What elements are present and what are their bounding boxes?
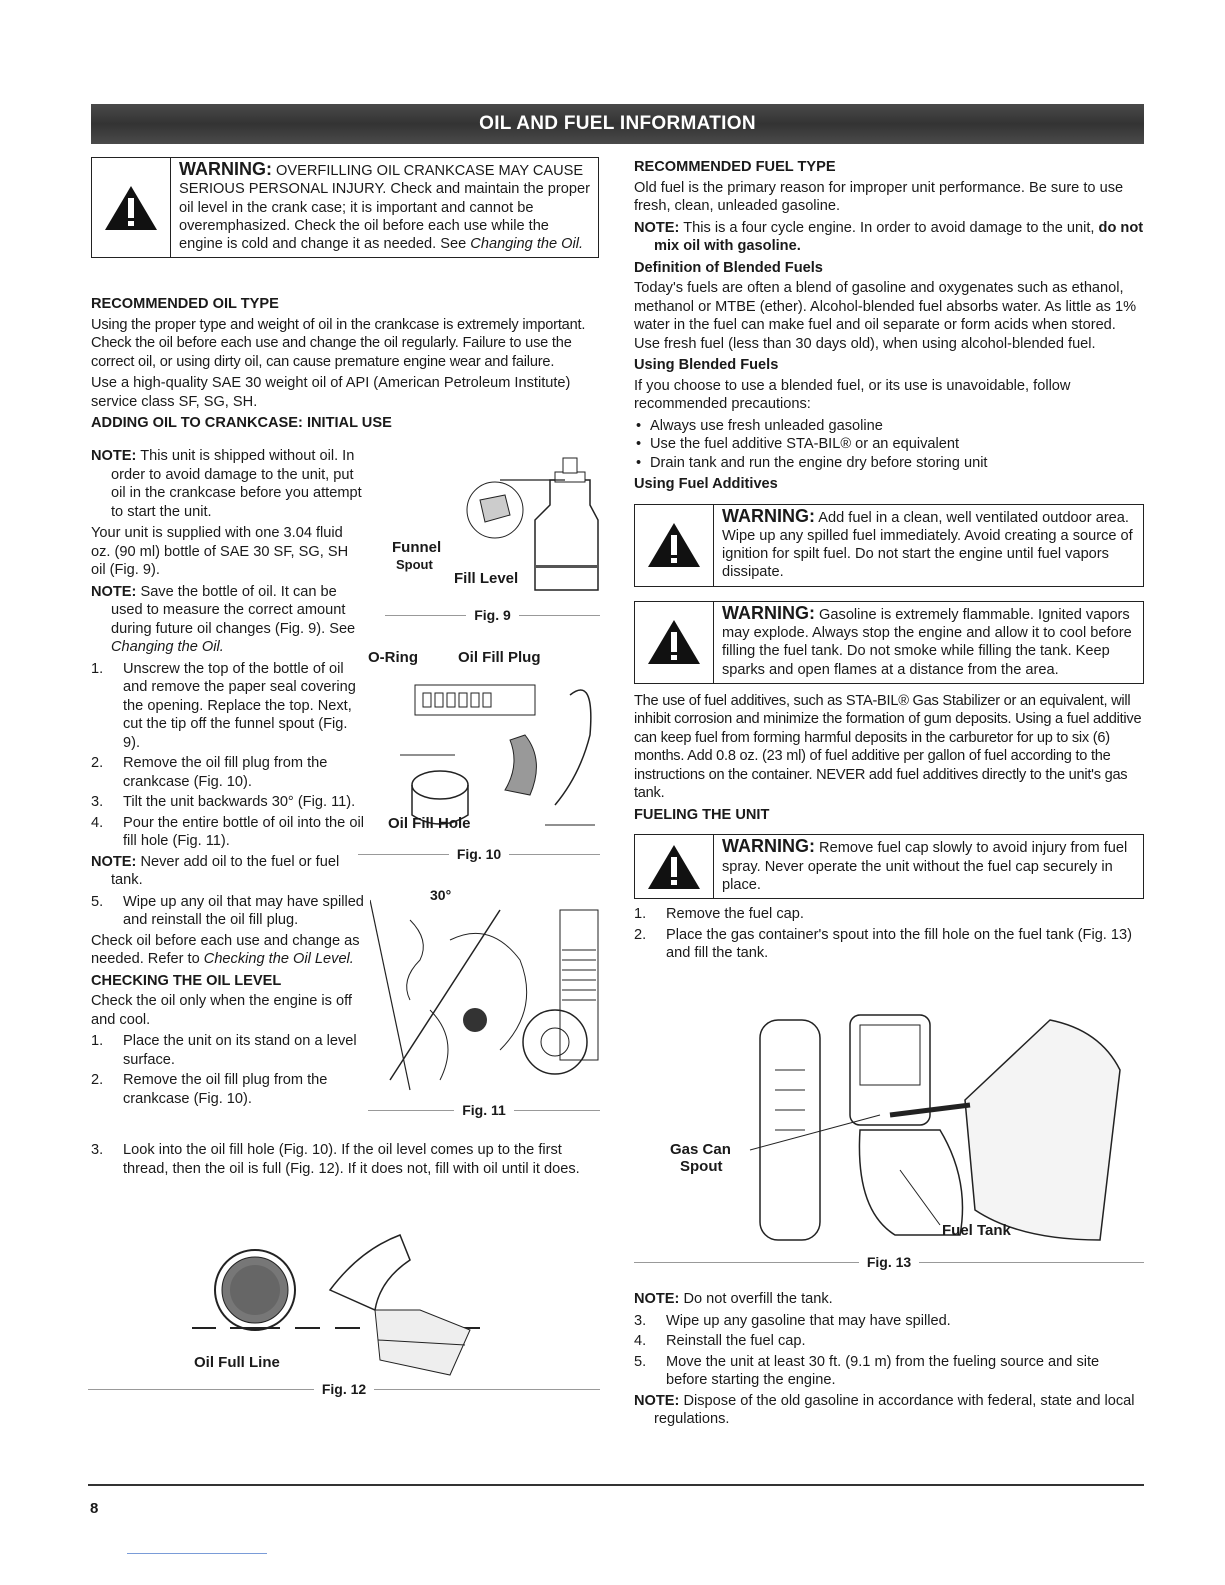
list-item: 1. Place the unit on its stand on a level surface. bbox=[91, 1033, 357, 1068]
left-column-bottom bbox=[91, 1141, 601, 1180]
caption-rule bbox=[919, 1262, 1144, 1263]
warning-text: WARNING: OVERFILLING OIL CRANKCASE MAY CAUSE SERIOUS PERSONAL INJURY. Check and maintain the proper oil level in the crank case; it is important and cannot be overemphasized. Check the oil before each use while the engine is cold and change it as needed. See Changing the Oil. bbox=[179, 159, 590, 253]
list-item: 3. Tilt the unit backwards 30° (Fig. 11). bbox=[91, 794, 356, 810]
fig13-illustration bbox=[720, 1010, 1140, 1245]
caption-rule bbox=[88, 1389, 314, 1390]
fig11-illustration bbox=[370, 880, 600, 1100]
fig11-caption: Fig. 11 bbox=[368, 1102, 600, 1118]
fig10-oring-label: O-Ring bbox=[368, 649, 418, 666]
footer-rule bbox=[88, 1484, 1144, 1486]
note-never-add-oil-to-fuel: NOTE: Never add oil to the fuel or fuel tank. bbox=[91, 853, 340, 888]
recommended-oil-heading: RECOMMENDED OIL TYPE bbox=[91, 296, 279, 312]
list-item: 2. Remove the oil fill plug from the crankcase (Fig. 10). bbox=[91, 755, 328, 790]
list-item: 2. Place the gas container's spout into the fill hole on the fuel tank (Fig. 13) and fill the tank. bbox=[634, 926, 1133, 962]
adding-oil-step-5 bbox=[91, 893, 366, 930]
left-warning-wrap bbox=[91, 157, 599, 272]
note-do-not-overfill: NOTE: Do not overfill the tank. bbox=[634, 1291, 833, 1307]
left-column-narrow bbox=[91, 447, 366, 1110]
recommended-oil-paragraph: Using the proper type and weight of oil in the crankcase is extremely important. Check the oil before each use and change the oil regularly. Failure to use the correct oil, or using dirty oil, can cause premature engine wear and failure. bbox=[91, 316, 586, 370]
checking-oil-steps-narrow bbox=[91, 1032, 366, 1108]
list-item: • Always use fresh unleaded gasoline bbox=[634, 417, 1144, 436]
adding-oil-heading: ADDING OIL TO CRANKCASE: INITIAL USE bbox=[91, 415, 392, 431]
right-column bbox=[634, 158, 1144, 965]
list-item: 4. Pour the entire bottle of oil into the oil fill hole (Fig. 11). bbox=[91, 814, 364, 849]
fig13-spout-label: Spout bbox=[680, 1158, 723, 1175]
list-item: 1. Remove the fuel cap. bbox=[634, 906, 804, 923]
list-item: 5. Wipe up any oil that may have spilled and reinstall the oil fill plug. bbox=[91, 893, 364, 928]
caption-rule bbox=[519, 615, 600, 616]
right-column-bottom bbox=[634, 1290, 1144, 1432]
page-number: 8 bbox=[90, 1500, 99, 1517]
recommended-fuel-heading: RECOMMENDED FUEL TYPE bbox=[634, 159, 836, 175]
warning-triangle-icon bbox=[635, 602, 714, 683]
list-item: 4. Reinstall the fuel cap. bbox=[634, 1333, 806, 1349]
fig12-oil-full-line-label: Oil Full Line bbox=[194, 1354, 280, 1371]
supplied-bottle-paragraph: Your unit is supplied with one 3.04 fluid oz. (90 ml) bottle of SAE 30 SF, SG, SH oil (Fig. 9). bbox=[91, 525, 349, 578]
section-banner: OIL AND FUEL INFORMATION bbox=[91, 104, 1144, 144]
using-fuel-additives-heading: Using Fuel Additives bbox=[634, 476, 778, 492]
fig11-angle-label: 30° bbox=[430, 887, 452, 903]
fuel-cap-warning: WARNING: Remove fuel cap slowly to avoid injury from fuel spray. Never operate the unit without the fuel cap securely in place. bbox=[634, 834, 1144, 899]
left-column-top bbox=[91, 292, 599, 435]
fuel-area-warning: WARNING: Add fuel in a clean, well ventilated outdoor area. Wipe up any spilled fuel immediately. Avoid creating a source of ignition for spilt fuel. Do not start the engine until fuel vapors dissipate. bbox=[634, 504, 1144, 587]
warning-triangle-icon bbox=[635, 505, 714, 586]
checking-oil-heading: CHECKING THE OIL LEVEL bbox=[91, 972, 282, 989]
list-item: 3. Wipe up any gasoline that may have spilled. bbox=[634, 1312, 951, 1329]
fig10-oil-fill-plug-label: Oil Fill Plug bbox=[458, 649, 541, 666]
fig10-illustration bbox=[395, 665, 600, 835]
recommended-fuel-paragraph: Old fuel is the primary reason for improper unit performance. Be sure to use fresh, clean, unleaded gasoline. bbox=[634, 179, 1124, 214]
fig13-fuel-tank-label: Fuel Tank bbox=[942, 1222, 1011, 1239]
blended-fuels-definition-heading: Definition of Blended Fuels bbox=[634, 259, 823, 276]
fig12-caption: Fig. 12 bbox=[88, 1381, 600, 1397]
list-item: 3. Look into the oil fill hole (Fig. 10). If the oil level comes up to the first thread, then the oil is full (Fig. 12). If it does not, fill with oil until it does. bbox=[91, 1142, 580, 1177]
caption-rule bbox=[385, 615, 466, 616]
bottom-marker-line bbox=[127, 1553, 267, 1554]
caption-rule bbox=[634, 1262, 859, 1263]
caption-rule bbox=[368, 1110, 454, 1111]
caption-rule bbox=[374, 1389, 600, 1390]
caption-rule bbox=[514, 1110, 600, 1111]
fig9-spout-label: Spout bbox=[396, 557, 433, 572]
using-blended-fuels-heading: Using Blended Fuels bbox=[634, 357, 779, 373]
oil-overfill-warning bbox=[91, 157, 599, 258]
fuel-additives-paragraph: The use of fuel additives, such as STA-BIL® Gas Stabilizer or an equivalent, will inhibit corrosion and minimize the formation of gum deposits. Using a fuel additive can keep fuel from forming harmful deposits in the carburetor for up to six (6) months. Add 0.8 oz. (23 ml) of fuel additive per gallon of fuel according to the instructions on the container. NEVER add fuel additives directly to the unit's gas tank. bbox=[634, 692, 1142, 802]
list-item: • Drain tank and run the engine dry before storing unit bbox=[634, 454, 1144, 473]
warning-heading: WARNING: bbox=[179, 159, 272, 179]
check-oil-paragraph: Check oil before each use and change as needed. Refer to Checking the Oil Level. bbox=[91, 932, 360, 967]
adding-oil-steps bbox=[91, 660, 366, 851]
note-shipped-without-oil: NOTE: This unit is shipped without oil. In order to avoid damage to the unit, put oil in the crankcase before you attempt to start the unit. bbox=[91, 448, 362, 520]
list-item: 2. Remove the oil fill plug from the crankcase (Fig. 10). bbox=[91, 1072, 328, 1107]
list-item: 5. Move the unit at least 30 ft. (9.1 m) from the fueling source and site before starting the engine. bbox=[634, 1353, 1100, 1388]
fig13-gas-can-label: Gas Can bbox=[670, 1141, 731, 1158]
fig9-fill-level-label: Fill Level bbox=[454, 570, 519, 587]
fueling-heading: FUELING THE UNIT bbox=[634, 806, 770, 823]
caption-rule bbox=[509, 854, 600, 855]
oil-grade-paragraph: Use a high-quality SAE 30 weight oil of API (American Petroleum Institute) service class SF, SG, SH. bbox=[91, 375, 571, 410]
note-four-cycle: NOTE: This is a four cycle engine. In order to avoid damage to the unit, do not mix oil with gasoline. bbox=[634, 219, 1144, 254]
list-item: 1. Unscrew the top of the bottle of oil and remove the paper seal covering the opening. Replace the top. Next, cut the tip off the funnel spout (Fig. 9). bbox=[91, 660, 356, 751]
warning-triangle-icon bbox=[92, 158, 171, 257]
note-dispose-gasoline: NOTE: Dispose of the old gasoline in accordance with federal, state and local regulations. bbox=[634, 1392, 1135, 1427]
using-blended-fuels-paragraph: If you choose to use a blended fuel, or its use is unavoidable, follow recommended precautions: bbox=[634, 377, 1071, 412]
fig10-oil-fill-hole-label: Oil Fill Hole bbox=[388, 815, 471, 832]
note-save-bottle: NOTE: Save the bottle of oil. It can be used to measure the correct amount during future oil changes (Fig. 9). See Changing the Oil. bbox=[91, 583, 356, 655]
warning-triangle-icon bbox=[635, 835, 714, 898]
fueling-steps bbox=[634, 905, 1144, 963]
blended-fuels-definition-paragraph: Today's fuels are often a blend of gasoline and oxygenates such as ethanol, methanol or MTBE (ether). Alcohol-blended fuel absorbs water. As little as 1% water in the fuel can make fuel and oil separate or form acids when stored. Use fresh fuel (less than 30 days old), when using alcohol-blended fuel. bbox=[634, 280, 1137, 352]
fig10-caption: Fig. 10 bbox=[358, 846, 600, 862]
flammable-warning: WARNING: Gasoline is extremely flammable. Ignited vapors may explode. Always stop the engine and allow it to cool before filling the fuel tank. Do not smoke while filling the tank. Keep sparks and open flames at a distance from the area. bbox=[634, 601, 1144, 684]
fig9-funnel-label: Funnel bbox=[392, 539, 442, 556]
fueling-steps-continued bbox=[634, 1312, 1144, 1390]
caption-rule bbox=[358, 854, 449, 855]
checking-oil-step-3 bbox=[91, 1141, 601, 1178]
checking-oil-paragraph: Check the oil only when the engine is off and cool. bbox=[91, 993, 352, 1028]
fig9-caption: Fig. 9 bbox=[385, 607, 600, 623]
fig13-caption: Fig. 13 bbox=[634, 1254, 1144, 1270]
list-item: • Use the fuel additive STA-BIL® or an equivalent bbox=[634, 435, 1144, 454]
